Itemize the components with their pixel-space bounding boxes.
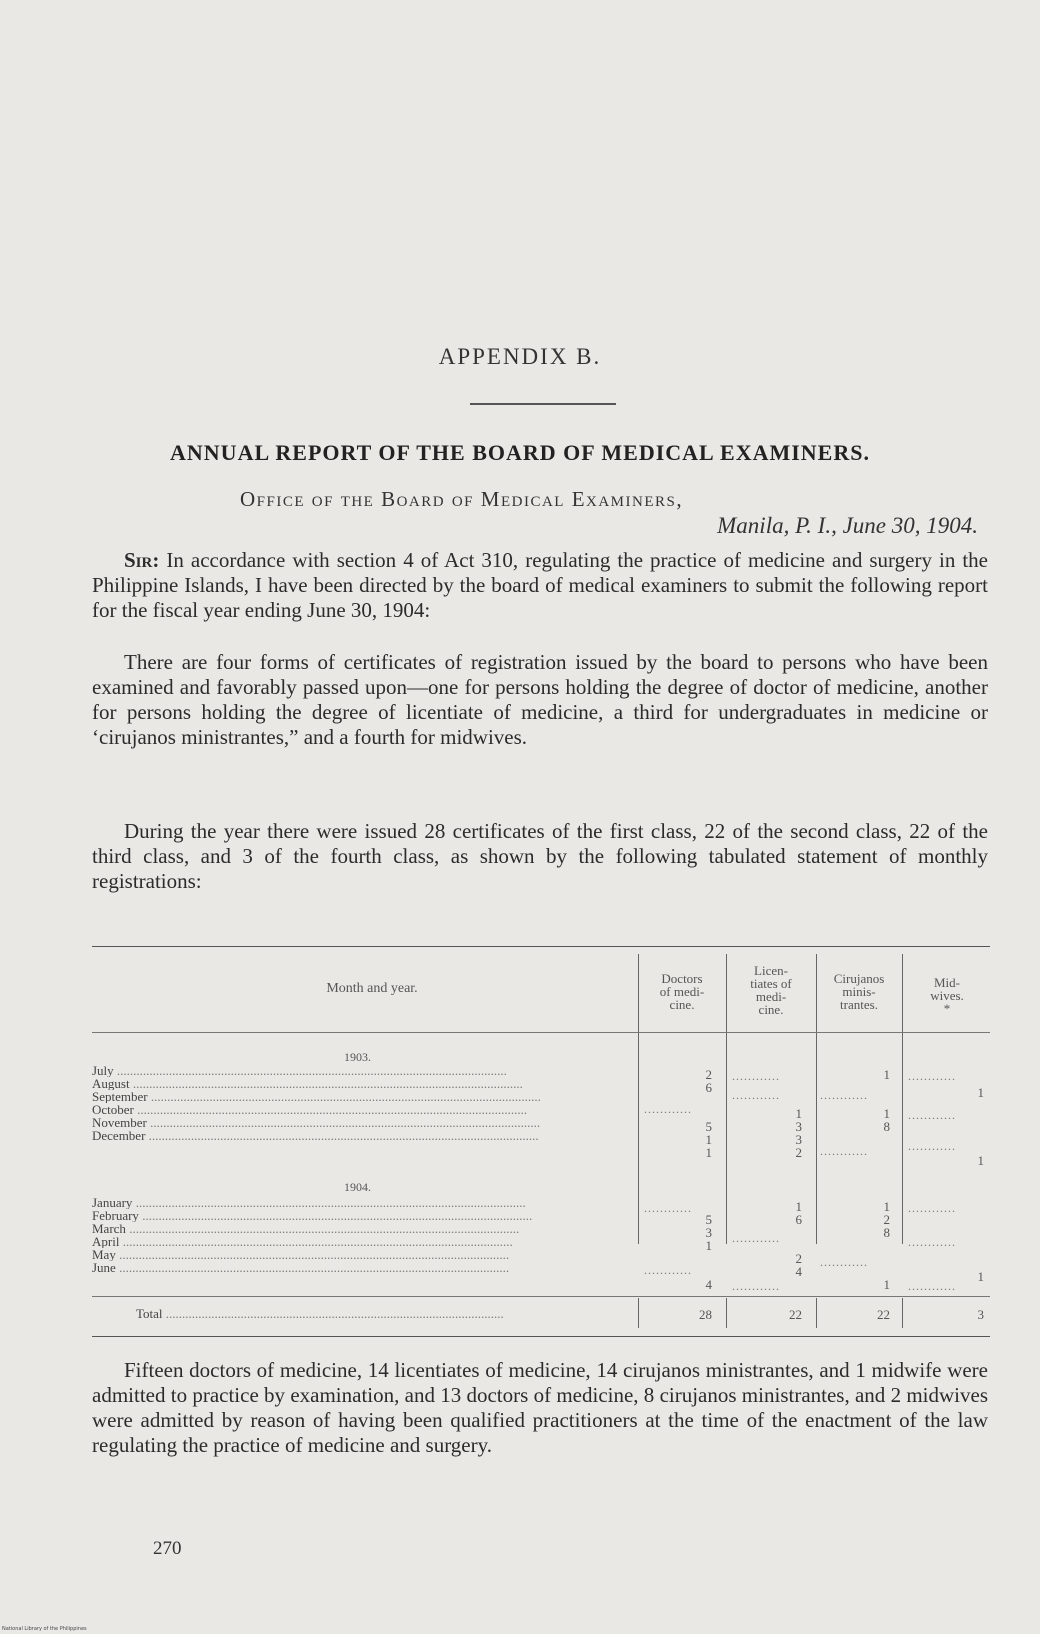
place-date: Manila, P. I., June 30, 1904. [717, 513, 978, 538]
header-cirujanos [818, 972, 900, 1011]
header-cirujanos-line: minis- [842, 984, 876, 999]
col-divider [726, 1298, 727, 1328]
header-licentiates-line: tiates of [750, 976, 792, 991]
cell-licentiates: 3 [795, 1132, 802, 1147]
year-label-1903: 1903. [344, 1050, 371, 1064]
table-row-month: November ..... [92, 1116, 637, 1129]
header-licentiates-line: Licen- [754, 963, 788, 978]
cell-cirujanos: 1 [883, 1199, 890, 1214]
total-label: Total ..... [136, 1306, 636, 1322]
paragraph-1-text: In accordance with section 4 of Act 310, regulating the practice of medicine and surgery in the Philippine Islands, I have been directed by the board of medical examiners to submit the following report for the fiscal year ending June 30, 1904: [92, 548, 988, 622]
col-divider [638, 954, 639, 1244]
total-doctors: 28 [699, 1307, 712, 1322]
empty-cell-dots: ............ [644, 1103, 692, 1115]
cell-doctors: 4 [705, 1277, 712, 1292]
paragraph-3-text: During the year there were issued 28 certificates of the first class, 22 of the second class, 22 of the third class, and 3 of the fourth class, as shown by the following tabulated statement of monthly registrations: [92, 819, 988, 893]
paragraph-4-text: Fifteen doctors of medicine, 14 licentiates of medicine, 14 cirujanos ministrantes, and 1 midwife were admitted to practice by examination, and 13 doctors of medicine, 8 cirujanos ministrantes, and 2 midwives were admitted by reason of having been qualified practitioners at the time of the enactment of the law regulating the practice of medicine and surgery. [92, 1358, 988, 1457]
cell-doctors: 1 [705, 1132, 712, 1147]
header-doctors-line: cine. [669, 997, 695, 1012]
empty-cell-dots: ............ [820, 1145, 868, 1157]
empty-cell-dots: ............ [908, 1236, 956, 1248]
header-midwives-mark: * [943, 1001, 951, 1016]
empty-cell-dots: ............ [732, 1089, 780, 1101]
header-doctors [640, 972, 724, 1011]
table-row-month: May ..... [92, 1248, 637, 1261]
cell-licentiates: 4 [795, 1264, 802, 1279]
col-divider [816, 954, 817, 1244]
header-doctors-line: of medi- [659, 984, 705, 999]
table-row-month: April ..... [92, 1235, 637, 1248]
header-bottom-rule [92, 1032, 990, 1033]
paragraph-2-text: There are four forms of certificates of registration issued by the board to persons who have been examined and favorably passed upon—one for persons holding the degree of doctor of medicine, another for persons holding the degree of licentiate of medicine, a third for undergraduates in medicine or ‘cirujanos ministrantes,” and a fourth for midwives. [92, 650, 988, 749]
col-divider [816, 1298, 817, 1328]
header-midwives-line: wives. [930, 988, 964, 1003]
header-cirujanos-line: Cirujanos [833, 971, 885, 986]
footer-credit: National Library of the Philippines [2, 1626, 87, 1632]
cell-doctors: 5 [705, 1212, 712, 1227]
empty-cell-dots: ............ [908, 1280, 956, 1292]
cell-doctors: 1 [705, 1145, 712, 1160]
empty-cell-dots: ............ [820, 1256, 868, 1268]
cell-doctors: 6 [705, 1080, 712, 1095]
table-row-month: January ..... [92, 1196, 637, 1209]
col-divider [726, 954, 727, 1244]
cell-licentiates: 2 [795, 1251, 802, 1266]
empty-cell-dots: ............ [644, 1264, 692, 1276]
header-midwives-line: Mid- [934, 975, 960, 990]
table-top-rule [92, 946, 990, 947]
cell-cirujanos: 1 [883, 1277, 890, 1292]
table-row-month: July ..... [92, 1064, 637, 1077]
salutation: Sir: [124, 548, 160, 572]
header-licentiates-line: medi- [755, 989, 787, 1004]
table-row-month: December ..... [92, 1129, 637, 1142]
cell-cirujanos: 8 [883, 1225, 890, 1240]
cell-midwives: 1 [977, 1085, 984, 1100]
cell-doctors: 2 [705, 1067, 712, 1082]
cell-doctors: 3 [705, 1225, 712, 1240]
table-bottom-rule [92, 1336, 990, 1337]
paragraph-4 [92, 1358, 988, 1458]
header-month: Month and year. [326, 981, 418, 996]
header-midwives [904, 976, 990, 1015]
cell-licentiates: 1 [795, 1199, 802, 1214]
page-number: 270 [153, 1538, 182, 1559]
empty-cell-dots: ............ [908, 1202, 956, 1214]
cell-doctors: 5 [705, 1119, 712, 1134]
report-title: ANNUAL REPORT OF THE BOARD OF MEDICAL EXAMINERS. [170, 440, 870, 465]
cell-doctors: 1 [705, 1238, 712, 1253]
header-cirujanos-line: trantes. [840, 997, 878, 1012]
cell-midwives: 1 [977, 1153, 984, 1168]
paragraph-3 [92, 819, 988, 894]
empty-cell-dots: ............ [908, 1109, 956, 1121]
empty-cell-dots: ............ [644, 1202, 692, 1214]
empty-cell-dots: ............ [908, 1070, 956, 1082]
cell-licentiates: 1 [795, 1106, 802, 1121]
table-row-month: October ..... [92, 1103, 637, 1116]
appendix-title: APPENDIX B. [438, 344, 602, 369]
table-row-month: March ..... [92, 1222, 637, 1235]
cell-licentiates: 6 [795, 1212, 802, 1227]
col-divider [638, 1298, 639, 1328]
header-licentiates [728, 964, 814, 1016]
paragraph-1 [92, 548, 988, 623]
header-doctors-line: Doctors [661, 971, 703, 986]
title-divider [470, 403, 616, 405]
table-row-month: August ..... [92, 1077, 637, 1090]
cell-cirujanos: 8 [883, 1119, 890, 1134]
col-divider [902, 954, 903, 1244]
empty-cell-dots: ............ [820, 1089, 868, 1101]
cell-cirujanos: 2 [883, 1212, 890, 1227]
cell-licentiates: 3 [795, 1119, 802, 1134]
empty-cell-dots: ............ [732, 1232, 780, 1244]
table-row-month: February ..... [92, 1209, 637, 1222]
empty-cell-dots: ............ [732, 1070, 780, 1082]
office-line: Office of the Board of Medical Examiners, [240, 487, 684, 511]
cell-licentiates: 2 [795, 1145, 802, 1160]
empty-cell-dots: ............ [732, 1280, 780, 1292]
total-cirujanos: 22 [877, 1307, 890, 1322]
table-row-month: June ..... [92, 1261, 637, 1274]
cell-midwives: 1 [977, 1269, 984, 1284]
col-divider [902, 1298, 903, 1328]
total-top-rule [92, 1296, 990, 1297]
year-label-1904: 1904. [344, 1180, 371, 1194]
empty-cell-dots: ............ [908, 1140, 956, 1152]
cell-cirujanos: 1 [883, 1067, 890, 1082]
total-licentiates: 22 [789, 1307, 802, 1322]
header-licentiates-line: cine. [758, 1002, 784, 1017]
total-midwives: 3 [977, 1307, 984, 1322]
cell-cirujanos: 1 [883, 1106, 890, 1121]
paragraph-2 [92, 650, 988, 750]
table-row-month: September ..... [92, 1090, 637, 1103]
